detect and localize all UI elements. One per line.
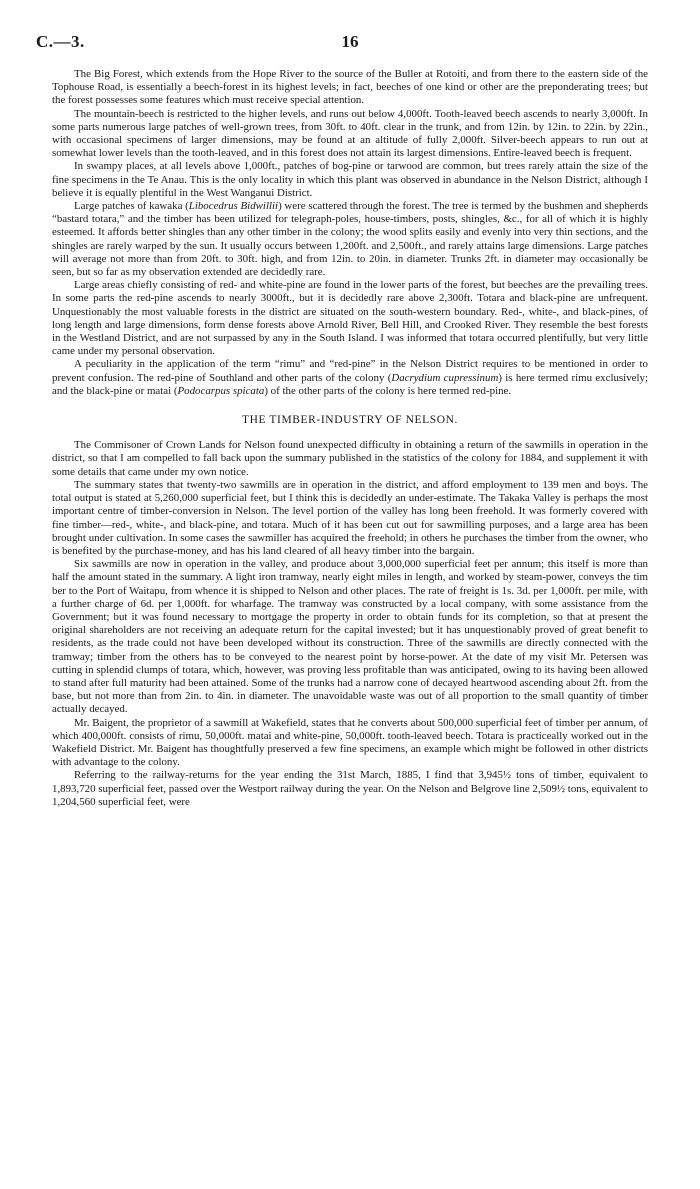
paragraph: Six sawmills are now in operation in the valley, and produce about 3,000,000 superficial feet per annum; this itself is more than half the amount stated in the summary. A light iron tramway, nearly eight miles in length, and worked by steam-power, conveys the tim ber to the Port of Waitapu, from whence it is shipped to Nelson and other places. The rate of freight is 1s. 3d. per 1,000ft. per mile, with a further charge of 6d. per 1,000ft. for wharfage. The tramway was constructed by a local company, with some assistance from the Government; but it was found necessary to mortgage the property in order to obtain funds for its completion, so that at present the original shareholders are not receiving an adequate return for the capital invested; but it has unquestionably proved of great benefit to residents, as the trade could not have been developed without its construction. Three of the sawmills are directly connected with the tramway; timber from the others has to be conveyed to the nearest point by horse-power. At the date of my visit Mr. Petersen was cutting in splendid clumps of totara, which, however, was proving less profitable than was anticipated, owing to its having been allowed to stand after full maturity had been attained. Some of the trunks had a narrow cone of decayed heartwood ascending about 2ft. from the base, but not more than from 2in. to 4in. in diameter. The unavoidable waste was out of all proportion to the small quantity of timber actually decayed. — [52, 558, 648, 716]
paragraph: The Big Forest, which extends from the Hope River to the source of the Buller at Rotoiti, and from there to the eastern side of the Tophouse Road, is essentially a beech-forest in its highest levels; in fact, beeches of one kind or other are the preponderating trees; but the forest possesses some features which must receive special attention. — [52, 68, 648, 107]
text-segment: ) of the other parts of the colony is here termed red-pine. — [264, 384, 512, 397]
paragraph: The Commisoner of Crown Lands for Nelson found unexpected difficulty in obtaining a return of the sawmills in operation in the district, so that I am compelled to fall back upon the summary published in the statistics of the colony for 1884, and supplement it with some details that came under my own notice. — [52, 439, 648, 478]
paragraph: Mr. Baigent, the proprietor of a sawmill at Wakefield, states that he converts about 500,000 superficial feet of timber per annum, of which 400,000ft. consists of rimu, 50,000ft. matai and white-pine, 50,000ft. tooth-leaved beech. Totara is practiceally worked out in the Wakefield District. Mr. Baigent has thoughtfully preserved a few fine specimens, an example which might be followed in other districts with advantage to the colony. — [52, 716, 648, 769]
text-segment: Large patches of kawaka ( — [74, 200, 189, 213]
paragraph: Referring to the railway-returns for the year ending the 31st March, 1885, I find that 3,945½ tons of timber, equivalent to 1,893,720 superficial feet, passed over the Westport railway during the year. On the Nelson and Belgrove line 2,509½ tons, equivalent to 1,204,560 superficial feet, were — [52, 769, 648, 808]
paragraph: In swampy places, at all levels above 1,000ft., patches of bog-pine or tarwood are common, but trees rarely attain the size of the fine specimens in the Te Anau. This is the only locality in which this plant was observed in abundance in the Nelson District, although I believe it is equally plentiful in the West Wanganui District. — [52, 160, 648, 199]
species-name: Podocarpus spicata — [177, 384, 265, 397]
species-name: Libocedrus Bidwillii — [188, 200, 279, 213]
paragraph: Large areas chiefly consisting of red- and white-pine are found in the lower parts of the forest, but beeches are the prevailing trees. In some parts the red-pine ascends to nearly 3000ft., but it is decidedly rare above 2,300ft. Totara and black-pine are unfrequent. Unquestionably the most valuable forests in the district are situated on the south-western boundary. Red-, white-, and black-pines, of long length and large dimensions, form dense forests above Arnold River, Bell Hill, and Crooked River. They resemble the best forests in the Westland District, and are not surpassed by any in the South Island. I was informed that totara occurred plentifully, but very little came under my personal observation. — [52, 279, 648, 358]
page-number: 16 — [341, 32, 359, 51]
document-body — [52, 68, 648, 809]
paragraph-kawaka — [52, 200, 648, 279]
section-heading: THE TIMBER-INDUSTRY OF NELSON. — [241, 414, 459, 427]
paragraph: The mountain-beech is restricted to the higher levels, and runs out below 4,000ft. Tooth-leaved beech ascends to nearly 3,000ft. In some parts numerous large patches of well-grown trees, from 30ft. to 40ft. clear in the trunk, and from 12in. by 12in. to 22in. by 22in., with occasional specimens of larger dimensions, may be found at an altitude of fully 2,000ft. Silver-beech appears to run out at somewhat lower levels than the tooth-leaved, and in this forest does not attain its largest dimensions. Entire-leaved beech is frequent. — [52, 107, 648, 160]
text-segment: ) is here termed rimu exclusively; and the black-pine or matai ( — [52, 371, 648, 397]
species-name: Dacrydium cupressinum — [391, 371, 499, 384]
page-header — [36, 32, 664, 56]
document-reference: C.—3. — [36, 32, 85, 51]
paragraph-rimu — [52, 358, 648, 398]
paragraph: The summary states that twenty-two sawmills are in operation in the district, and afford employment to 139 men and boys. The total output is stated at 5,260,000 superficial feet, but I think this is decidedly an under-estimate. The Takaka Valley is perhaps the most important centre of timber-conversion in Nelson. The level portion of the valley has long been freehold. It was formerly covered with fine timber—red-, white-, and black-pine, and totara. Much of it has been cut out for sawmilling purposes, and a large area has been brought under cultivation. In some cases the sawmiller has acquired the freehold; in others he purchases the timber from the owner, who is benefited by the purchase-money, and has his land cleared of all heavy timber into the bargain. — [52, 478, 648, 557]
text-segment: ) were scattered through the forest. The tree is termed by the bushmen and shepherds “bastard totara,” and the timber has been utilized for telegraph-poles, house-timbers, posts, shingles, &c., for all of which it is highly esteemed. It affords better shingles than any other timber in the colony; the wood splits easily and evenly into very thin sections, and the shingles are rarely warped by the sun. It usually occurs between 1,200ft. and 2,500ft., and rarely attains large dimensions. Large patches will average not more than from 20ft. to 30ft. high, and from 12in. to 20in. in diameter. Trunks 2ft. in diameter may occasionally be seen, but so far as my observation extended are decidedly rare. — [52, 200, 649, 279]
text-segment: A peculiarity in the application of the term “rimu” and “red-pine” in the Nelson District requires to be mentioned in order to prevent confusion. The red-pine of Southland and other parts of the colony ( — [52, 358, 648, 384]
